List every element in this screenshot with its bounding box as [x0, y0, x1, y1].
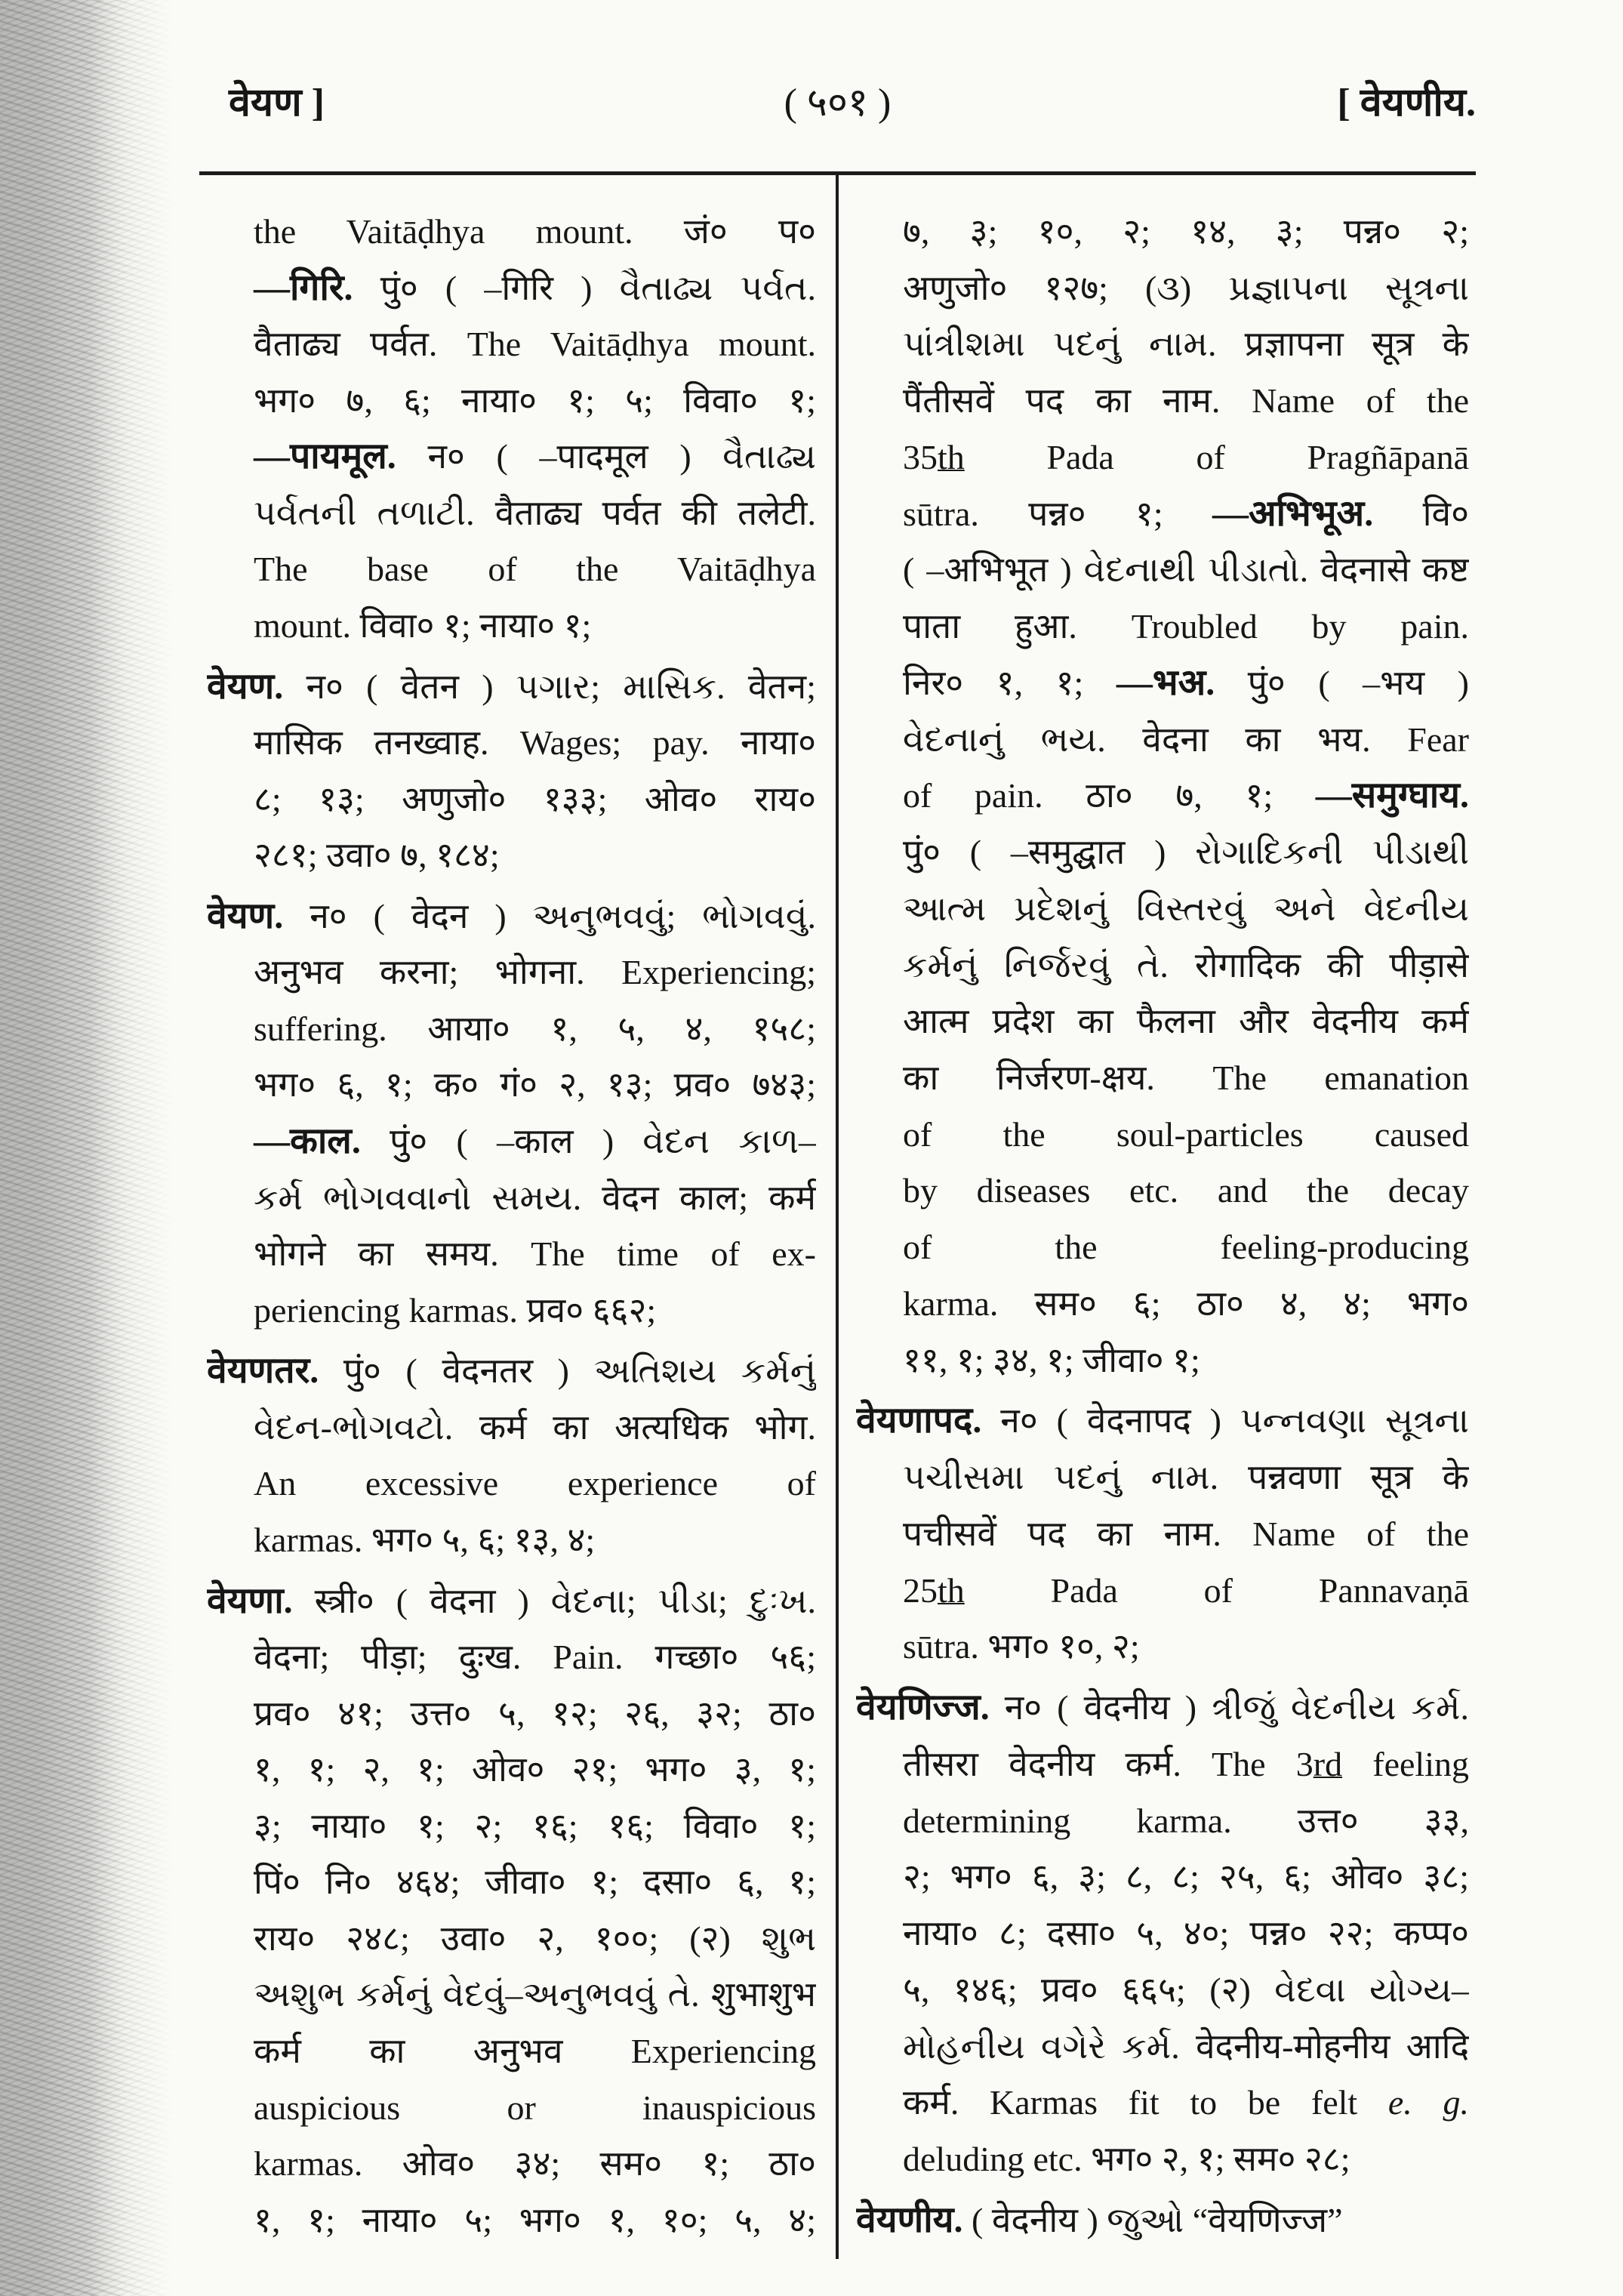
line-text: पुं० ( –भय )	[1215, 663, 1469, 702]
line-text: ३; नाया० १; २; १६; १६; विवा० १;	[254, 1806, 816, 1845]
text-line	[856, 1909, 1469, 1958]
line-text: Pada of Pannavaṇā	[964, 1570, 1469, 1610]
text-line	[856, 942, 1469, 990]
text-line	[856, 828, 1469, 877]
line-text: periencing karmas. प्रव० ६६२;	[254, 1290, 657, 1330]
line-text: भग० ७, ६; नाया० १; ५; विवा० १;	[254, 381, 816, 420]
line-text: auspicious or inauspicious	[254, 2088, 816, 2127]
headword: वेयणीय.	[856, 2199, 963, 2240]
line-text: deluding etc. भग० २, १; सम० २८;	[903, 2139, 1350, 2178]
line-text: sūtra. पन्न० १;	[903, 494, 1212, 533]
text-line	[207, 1404, 816, 1452]
text-line	[207, 1117, 816, 1166]
right-column	[856, 208, 1469, 2245]
line-text: पाता हुआ. Troubled by pain.	[903, 607, 1469, 646]
text-line	[207, 377, 816, 425]
text-line	[856, 1166, 1469, 1215]
headword: वेयण.	[207, 666, 284, 707]
line-text: २८१; उवा० ७, १८४;	[254, 836, 500, 875]
line-text: प्रव० ४१; उत्त० ५, १२; २६, ३२; ठा०	[254, 1693, 816, 1733]
line-text: पुं० ( –काल ) વેદન કાળ–	[360, 1122, 816, 1160]
line-text: mount. विवा० १; नाया० १;	[254, 606, 592, 645]
line-text: An excessive experience of	[254, 1464, 816, 1503]
text-line	[856, 433, 1469, 482]
text-line	[856, 1054, 1469, 1102]
text-line	[207, 831, 816, 880]
line-text: नाया० ८; दसा० ५, ४०; पन्न० २२; कप्प०	[903, 1914, 1469, 1953]
text-line	[856, 1336, 1469, 1385]
text-line	[207, 892, 816, 941]
text-line	[207, 1802, 816, 1851]
running-head-left: वेयण ]	[229, 82, 325, 125]
text-line	[856, 1797, 1469, 1845]
line-text: પર્વતની તળાટી. वैताढ्य पर्वत की तलेटी.	[254, 493, 816, 532]
headword: वेयणा.	[207, 1580, 293, 1621]
headword: वेयण.	[207, 895, 284, 936]
line-text: વેદનાનું ભય. वेदना का भय. Fear	[903, 720, 1469, 759]
line-text: karma. सम० ६; ठा० ४, ४; भग०	[903, 1284, 1469, 1323]
line-text: Pada of Pragñāpanā	[964, 437, 1469, 476]
line-text: पिं० नि० ४६४; जीवा० १; दसा० ६, १;	[254, 1863, 816, 1902]
text-line	[207, 208, 816, 256]
text-line	[856, 1853, 1469, 1901]
text-line	[856, 1623, 1469, 1671]
line-text: भग० ६, १; क० गं० २, १३; प्रव० ७४३;	[254, 1065, 816, 1105]
line-text: કર્મનું નિર્જરવું તે. रोगादिक की पीड़ासे	[903, 945, 1469, 985]
text-line	[207, 1061, 816, 1109]
text-line	[856, 1510, 1469, 1558]
line-text: मासिक तनख्वाह. Wages; pay. नाया०	[254, 723, 816, 763]
line-text: न० ( –पादमूल ) વૈતાઢ્ય	[396, 437, 816, 476]
line-text: 25	[903, 1570, 938, 1610]
line-text: ११, १; ३४, १; जीवा० १;	[903, 1340, 1200, 1379]
text-line	[207, 2196, 816, 2245]
text-line	[856, 2135, 1469, 2184]
text-line	[856, 2079, 1469, 2127]
text-line	[207, 1633, 816, 1681]
text-line	[207, 2027, 816, 2076]
text-line	[207, 1174, 816, 1222]
line-text: वेदना; पीड़ा; दुःख. Pain. गच्छा० ५६;	[254, 1638, 816, 1677]
headword: —समुग्घाय.	[1315, 775, 1469, 816]
line-text: ८; १३; अणुजो० १३३; ओव० राय०	[254, 779, 816, 818]
line-text: the Vaitāḍhya mount. जं० प०	[254, 212, 816, 251]
line-text: वैताढ्य पर्वत. The Vaitāḍhya mount.	[254, 325, 816, 364]
line-text: ५, १४६; प्रव० ६६५; (२) વેદવા યોગ્ય–	[903, 1970, 1469, 2009]
line-text: by diseases etc. and the decay	[903, 1171, 1469, 1210]
text-line	[207, 1230, 816, 1278]
page-number: ( ५०१ )	[784, 82, 892, 125]
line-text: २; भग० ६, ३; ८, ८; २५, ६; ओव० ३८;	[903, 1857, 1469, 1897]
line-text: आत्म प्रदेश का फैलना और वेदनीय कर्म	[903, 1002, 1469, 1041]
text-line	[207, 1287, 816, 1335]
text-line	[856, 320, 1469, 368]
running-head-right: [ वेयणीय.	[1337, 82, 1476, 125]
text-line	[856, 264, 1469, 313]
line-text: suffering. आया० १, ५, ४, १५८;	[254, 1009, 816, 1048]
line-text: sūtra. भग० १०, २;	[903, 1627, 1140, 1666]
line-text: पुं० ( वेदनतर ) અતિશય કર્મનું	[319, 1351, 816, 1391]
line-text: feeling	[1342, 1744, 1469, 1783]
ordinal-suffix: rd	[1313, 1744, 1343, 1783]
column-divider	[836, 171, 839, 2259]
line-text: न० ( वेतन ) પગાર; માસિક. वेतन;	[283, 667, 816, 706]
line-text: કર્મ ભોગવવાનો સમય. वेदन काल; कर्म	[254, 1178, 816, 1217]
line-text: of the soul-particles caused	[903, 1114, 1469, 1154]
text-line	[207, 948, 816, 997]
italic-text: e. g.	[1387, 2083, 1469, 2122]
line-text: का निर्जरण-क्षय. The emanation	[903, 1059, 1469, 1098]
text-line	[856, 772, 1469, 820]
text-line	[856, 1567, 1469, 1615]
text-line	[856, 1453, 1469, 1502]
line-text: स्त्री० ( वेदना ) વેદના; પીડા; દુઃખ.	[292, 1581, 816, 1620]
text-line	[856, 1740, 1469, 1789]
ordinal-suffix: th	[938, 1570, 965, 1610]
text-line	[207, 2084, 816, 2132]
line-text: of pain. ठा० ७, १;	[903, 776, 1316, 815]
line-text: वि०	[1373, 494, 1469, 533]
line-text: karmas. ओव० ३४; सम० १; ठा०	[254, 2144, 816, 2184]
text-line	[856, 2023, 1469, 2071]
text-line	[856, 997, 1469, 1046]
line-text: न० ( वेदन ) અનુભવવું; ભોગવવું.	[283, 896, 816, 935]
text-line	[207, 1690, 816, 1738]
line-text: अनुभव करना; भोगना. Experiencing;	[254, 953, 816, 992]
line-text: ( –अभिभूत ) વેદનાથી પીડાતો. वेदनासे कष्ट	[903, 550, 1469, 590]
line-text: पुं० ( –गिरि ) વૈતાઢ્ય પર્વત.	[353, 268, 816, 307]
line-text: અશુભ કર્મનું વેદવું–અનુભવવું તે. शुभाशुभ	[254, 1975, 816, 2014]
text-line	[856, 1111, 1469, 1159]
text-line	[207, 663, 816, 711]
line-text: પાંત્રીશમા પદનું નામ. प्रज्ञापना सूत्र के	[903, 325, 1469, 364]
text-line	[207, 1746, 816, 1794]
line-text: न० ( वेदनीय ) ત્રીજું વેદનીય કર્મ.	[989, 1688, 1469, 1727]
headword: —पायमूल.	[254, 436, 396, 477]
line-text: न० ( वेदनापद ) પન્નવણા સૂત્રના	[981, 1401, 1469, 1441]
text-line	[207, 1577, 816, 1626]
text-line	[856, 208, 1469, 256]
page-header	[199, 72, 1476, 135]
line-text: વેદન-ભોગવટો. कर्म का अत्यधिक भोग.	[254, 1407, 816, 1447]
text-line	[207, 1516, 816, 1564]
left-column	[207, 208, 816, 2245]
line-text: पैंतीसवें पद का नाम. Name of the	[903, 381, 1469, 421]
text-line	[856, 1223, 1469, 1271]
headword: वेयणतर.	[207, 1351, 319, 1391]
line-text: મોહનીય વગેરે કર્મ. वेदनीय-मोहनीय आदि	[903, 2026, 1469, 2066]
line-text: of the feeling-producing	[903, 1228, 1469, 1267]
line-text: १, १; २, १; ओव० २१; भग० ३, १;	[254, 1750, 816, 1789]
text-line	[856, 659, 1469, 707]
line-text: कर्म का अनुभव Experiencing	[254, 2032, 816, 2070]
line-text: ७, ३; १०, २; १४, ३; पन्न० २;	[903, 212, 1469, 251]
headword: —गिरि.	[254, 267, 353, 308]
text-line	[856, 1684, 1469, 1732]
headword: वेयणिज्ज.	[856, 1687, 990, 1728]
text-line	[207, 1971, 816, 2019]
headword: —काल.	[254, 1121, 361, 1161]
headword: —अभिभूअ.	[1212, 493, 1374, 534]
text-line	[207, 1915, 816, 1963]
line-text: પચીસમા પદનું નામ. पन्नवणा सूत्र के	[903, 1458, 1469, 1497]
text-line	[207, 1459, 816, 1508]
line-text: पचीसवें पद का नाम. Name of the	[903, 1514, 1469, 1553]
text-line	[856, 1280, 1469, 1328]
line-text: भोगने का समय. The time of ex-	[254, 1234, 816, 1274]
ordinal-suffix: th	[938, 437, 965, 476]
line-text: આત્મ પ્રદેશનું વિસ્તરવું અને વેદનીય	[903, 889, 1469, 928]
text-line	[856, 490, 1469, 538]
line-text: राय० २४८; उवा० २, १००; (२) શુભ	[254, 1918, 816, 1958]
text-line	[207, 1005, 816, 1053]
headword: —भअ.	[1116, 662, 1215, 703]
text-line	[207, 1347, 816, 1395]
line-text: ( वेदनीय ) જુઓ “वेयणिज्ज”	[962, 2200, 1343, 2239]
line-text: The base of the Vaitāḍhya	[254, 550, 816, 589]
line-text: कर्म. Karmas fit to be felt	[903, 2083, 1388, 2122]
text-line	[207, 602, 816, 650]
text-line	[207, 433, 816, 481]
text-line	[207, 320, 816, 368]
line-text: तीसरा वेदनीय कर्म. The 3	[903, 1744, 1313, 1783]
text-line	[856, 885, 1469, 933]
text-line	[207, 719, 816, 767]
text-line	[856, 546, 1469, 594]
line-text: 35	[903, 437, 938, 476]
line-text: karmas. भग० ५, ६; १३, ४;	[254, 1520, 596, 1559]
line-text: १, १; नाया० ५; भग० १, १०; ५, ४;	[254, 2200, 816, 2239]
text-line	[207, 775, 816, 824]
line-text: अणुजो० १२७; (૩) પ્રજ્ઞાપના સૂત્રના	[903, 268, 1469, 307]
headword: वेयणापद.	[856, 1401, 982, 1441]
line-text: determining karma. उत्त० ३३,	[903, 1801, 1469, 1840]
text-line	[856, 2196, 1469, 2245]
text-line	[856, 1397, 1469, 1445]
text-line	[207, 1858, 816, 1906]
line-text: पुं० ( –समुद्घात ) રોગાદિકની પીડાથી	[903, 833, 1469, 872]
line-text: निर० १, १;	[903, 663, 1116, 702]
text-line	[856, 377, 1469, 425]
text-line	[856, 1966, 1469, 2014]
text-line	[856, 716, 1469, 764]
text-line	[207, 545, 816, 593]
text-line	[207, 489, 816, 538]
text-line	[207, 2140, 816, 2188]
text-line	[856, 603, 1469, 651]
text-line	[207, 264, 816, 313]
